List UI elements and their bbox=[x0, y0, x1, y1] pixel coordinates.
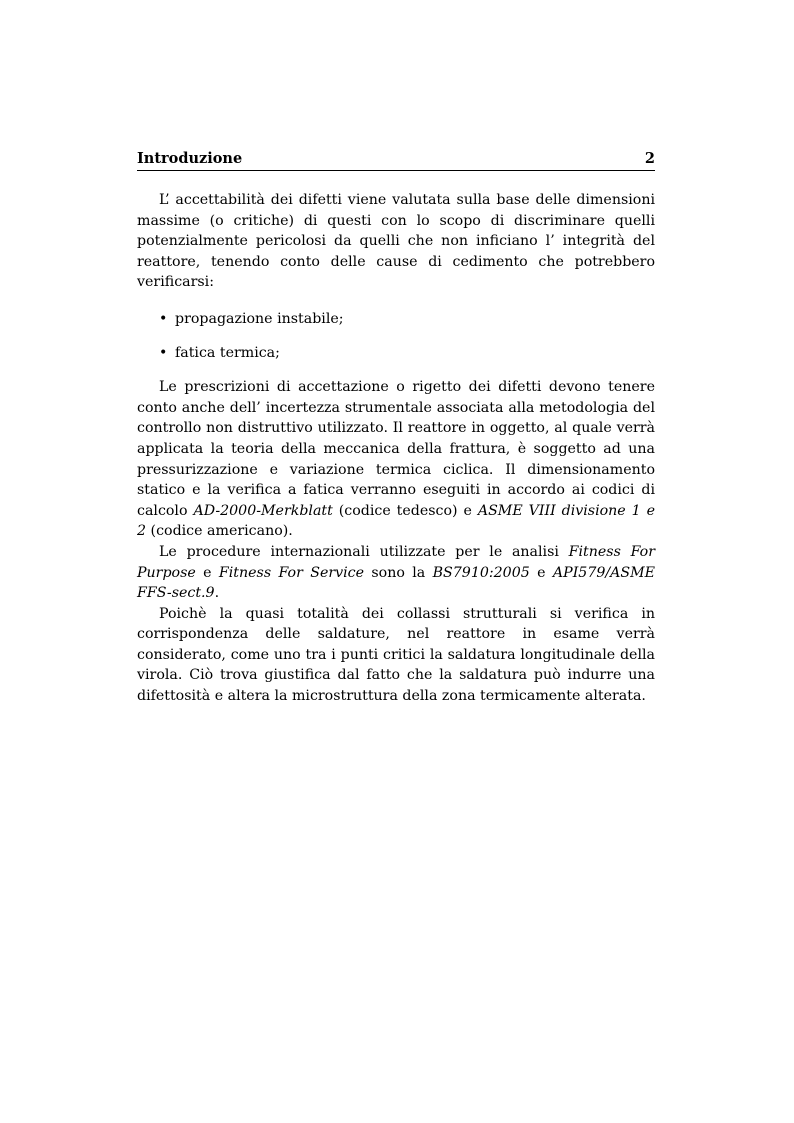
paragraph-3-text-c: sono la bbox=[364, 564, 433, 581]
page-content bbox=[137, 150, 655, 707]
paragraph-3-text-a: Le procedure internazionali utilizzate per le analisi bbox=[159, 543, 569, 560]
paragraph-3 bbox=[137, 542, 655, 604]
list-item-text: propagazione instabile; bbox=[175, 310, 344, 327]
chapter-title: Introduzione bbox=[137, 150, 243, 167]
bullet-list bbox=[137, 309, 655, 363]
list-item-text: fatica termica; bbox=[175, 344, 280, 361]
running-header bbox=[137, 150, 655, 171]
term-ffs: Fitness For Service bbox=[218, 564, 365, 581]
paragraph-2-text-b: (codice tedesco) e bbox=[332, 502, 478, 519]
term-ffp: Fitness For Purpose bbox=[137, 543, 655, 581]
bullet-icon: • bbox=[159, 310, 168, 327]
code-name-ad2000: AD-2000-Merkblatt bbox=[193, 502, 333, 519]
paragraph-2-text-a: Le prescrizioni di accettazione o rigetto dei difetti devono tenere conto anche dell’ incertezza strumentale associata alla metodologia del controllo non distruttivo utilizzato. Il reattore in oggetto, al quale verrà applicata la teoria della meccanica della frattura, è soggetto ad una pressurizzazione e variazione termica ciclica. Il dimensionamento statico e la verifica a fatica verranno eseguiti in accordo ai codici di calcolo bbox=[137, 379, 655, 519]
standard-api579: API579/ASME FFS-sect.9 bbox=[137, 564, 656, 602]
list-item bbox=[159, 343, 655, 364]
standard-bs7910: BS7910:2005 bbox=[432, 564, 530, 581]
paragraph-4: Poichè la quasi totalità dei collassi strutturali si verifica in corrispondenza delle saldature, nel reattore in esame verrà considerato, come uno tra i punti critici la saldatura longitudinale della virola. Ciò trova giustifica dal fatto che la saldatura può indurre una difettosità e altera la microstruttura della zona termicamente alterata. bbox=[137, 605, 655, 705]
paragraph-2-text-c: (codice americano). bbox=[146, 523, 293, 540]
code-name-asme: ASME VIII divisione 1 e 2 bbox=[137, 502, 655, 540]
paragraph-3-text-e: . bbox=[214, 585, 220, 602]
paragraph-3-text-b: e bbox=[195, 564, 219, 581]
page-number: 2 bbox=[644, 150, 655, 167]
paragraph-3-text-d: e bbox=[529, 564, 553, 581]
paragraph-2 bbox=[137, 377, 655, 542]
body-text bbox=[137, 190, 655, 707]
bullet-icon: • bbox=[159, 344, 168, 361]
list-item bbox=[159, 309, 655, 330]
paragraph-1: L’ accettabilità dei difetti viene valutata sulla base delle dimensioni massime (o critiche) di questi con lo scopo di discriminare quelli potenzialmente pericolosi da quelli che non inficiano l’ integrità del reattore, tenendo conto delle cause di cedimento che potrebbero verificarsi: bbox=[137, 192, 655, 291]
